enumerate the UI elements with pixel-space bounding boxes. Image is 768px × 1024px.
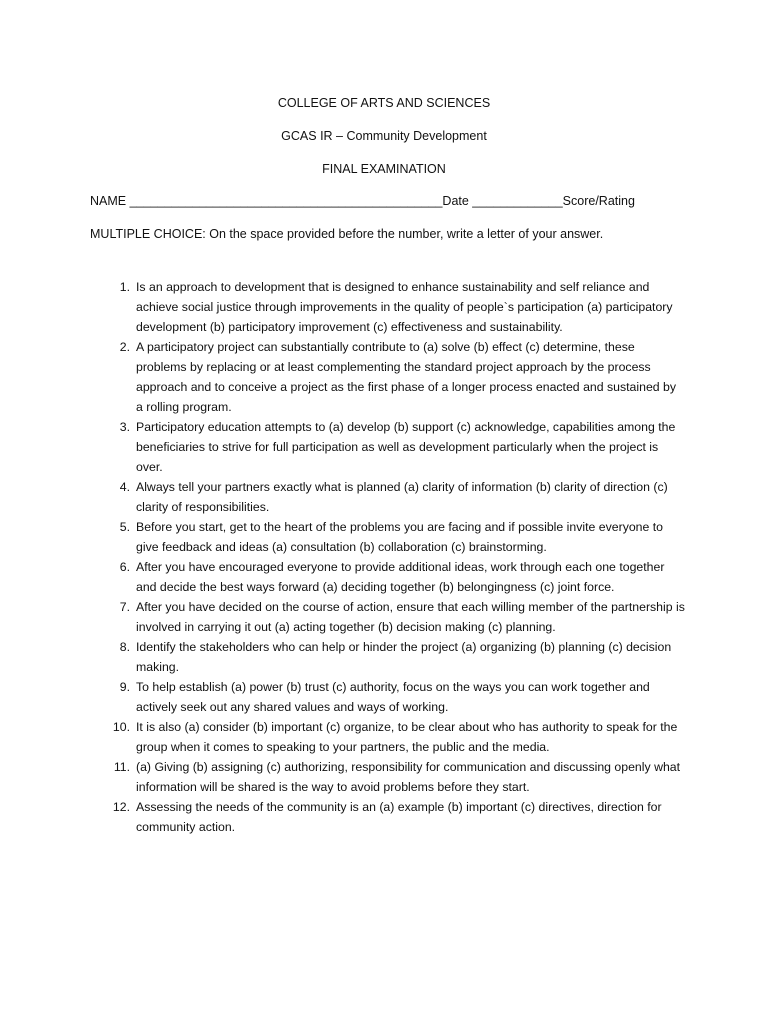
question-item <box>106 797 686 837</box>
question-item <box>106 717 686 757</box>
question-text: Participatory education attempts to (a) develop (b) support (c) acknowledge, capabilities among the beneficiaries to strive for full participation as well as development particularly when the project is over. <box>136 420 676 474</box>
question-item <box>106 517 686 557</box>
exam-title: FINAL EXAMINATION <box>322 162 446 176</box>
question-number: 4. <box>119 480 130 494</box>
question-number: 9. <box>119 680 130 694</box>
question-number: 1. <box>119 280 130 294</box>
question-item <box>106 677 686 717</box>
question-item <box>106 277 686 337</box>
instructions: MULTIPLE CHOICE: On the space provided before the number, write a letter of your answer. <box>90 227 604 241</box>
question-text: Assessing the needs of the community is an (a) example (b) important (c) directives, direction for community action. <box>136 800 662 834</box>
question-number: 3. <box>119 420 130 434</box>
question-number: 5. <box>119 520 130 534</box>
course-title: GCAS IR – Community Development <box>281 129 487 143</box>
question-number: 2. <box>119 340 130 354</box>
question-text: Before you start, get to the heart of the problems you are facing and if possible invite everyone to give feedback and ideas (a) consultation (b) collaboration (c) brainstorming. <box>136 520 664 554</box>
question-number: 10. <box>112 720 130 734</box>
question-number: 11. <box>113 760 130 774</box>
question-text: Always tell your partners exactly what is planned (a) clarity of information (b) clarity of direction (c) clarity of responsibilities. <box>136 480 668 514</box>
question-number: 6. <box>119 560 130 574</box>
question-text: Is an approach to development that is designed to enhance sustainability and self reliance and achieve social justice through improvements in the quality of people`s participation (a) participatory development (b) participatory improvement (c) effectiveness and sustainability. <box>136 280 673 334</box>
question-text: A participatory project can substantially contribute to (a) solve (b) effect (c) determine, these problems by replacing or at least complementing the standard project approach by the process approach and to conceive a project as the first phase of a longer process enacted and sustained by a rolling program. <box>136 340 677 414</box>
question-number: 7. <box>119 600 130 614</box>
question-item <box>106 757 686 797</box>
question-item <box>106 557 686 597</box>
question-text: Identify the stakeholders who can help or hinder the project (a) organizing (b) planning (c) decision making. <box>136 640 672 674</box>
name-date-score-line: NAME _____________________________________________Date _____________Score/Rating <box>90 194 635 208</box>
question-item <box>106 417 686 477</box>
question-list <box>106 277 686 837</box>
college-title: COLLEGE OF ARTS AND SCIENCES <box>277 96 491 110</box>
question-text: To help establish (a) power (b) trust (c) authority, focus on the ways you can work together and actively seek out any shared values and ways of working. <box>136 680 650 714</box>
question-number: 12. <box>112 800 130 814</box>
question-item <box>106 477 686 517</box>
question-text: (a) Giving (b) assigning (c) authorizing, responsibility for communication and discussing openly what information will be shared is the way to avoid problems before they start. <box>136 760 681 794</box>
question-item <box>106 597 686 637</box>
question-number: 8. <box>119 640 130 654</box>
question-text: After you have decided on the course of action, ensure that each willing member of the partnership is involved in carrying it out (a) acting together (b) decision making (c) planning. <box>136 600 685 634</box>
question-item <box>106 337 686 417</box>
question-item <box>106 637 686 677</box>
question-text: After you have encouraged everyone to provide additional ideas, work through each one together and decide the best ways forward (a) deciding together (b) belongingness (c) joint force. <box>136 560 665 594</box>
question-text: It is also (a) consider (b) important (c) organize, to be clear about who has authority to speak for the group when it comes to speaking to your partners, the public and the media. <box>136 720 678 754</box>
